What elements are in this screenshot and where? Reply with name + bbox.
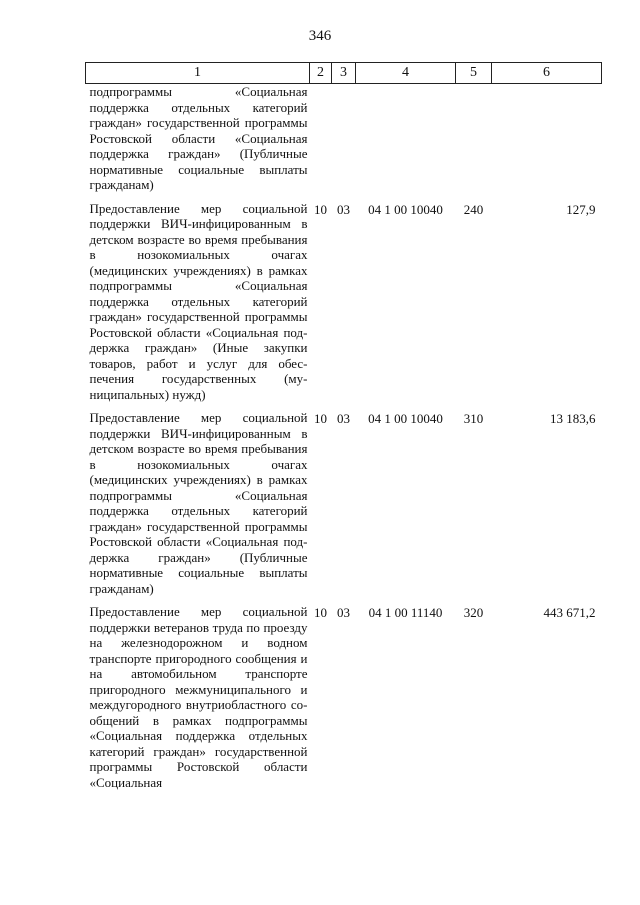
row-target-article: 04 1 00 11140	[368, 605, 443, 620]
row-expense-type: 320	[463, 605, 484, 620]
row-description: Предоставление мер социальной поддержки ВИЧ-инфицированным в детском возрасте во время пребывания в нозокомиальных очагах (медицинских учреждениях) в рамках подпрограммы «Социальная поддержка отдельных категорий граждан» государственной программы Ростовской области «Социальная поддержка граждан» (Публичные нормативные социальные выплаты гражданам)	[89, 410, 308, 596]
row-subsection: 03	[337, 411, 350, 426]
table-row	[86, 201, 602, 411]
row-target-article: 04 1 00 10040	[368, 411, 443, 426]
row-expense-type	[456, 84, 492, 201]
header-col-1: 1	[86, 63, 310, 84]
header-col-2: 2	[310, 63, 332, 84]
table-body	[86, 84, 602, 799]
row-amount: 127,9	[566, 201, 596, 217]
table-row	[86, 410, 602, 604]
row-description: Предоставление мер социальной поддержки ВИЧ-инфицированным в детском возрасте во время пребывания в нозокомиальных очагах (медицинских учреждениях) в рамках подпрограммы «Социальная поддержка отдельных категорий граждан» государственной программы Ростовской области «Социальная поддержка граждан» (Иные закупки товаров, работ и услуг для обеспечения государственных (муниципальных) нужд)	[89, 200, 308, 402]
row-amount	[492, 84, 602, 201]
header-col-6: 6	[492, 63, 602, 84]
header-row	[86, 63, 602, 84]
table-row	[86, 84, 602, 201]
row-amount: 443 671,2	[543, 605, 596, 620]
row-expense-type: 240	[463, 201, 484, 217]
page-number: 346	[308, 28, 332, 44]
header-col-5: 5	[456, 63, 492, 84]
row-subsection	[332, 84, 356, 201]
row-subsection: 03	[337, 605, 350, 620]
row-target-article	[356, 84, 456, 201]
header-col-4: 4	[356, 63, 456, 84]
header-col-3: 3	[332, 63, 356, 84]
table-header	[86, 63, 602, 84]
row-subsection: 03	[337, 201, 350, 217]
table-row	[86, 604, 602, 798]
row-amount: 13 183,6	[550, 411, 596, 426]
row-expense-type: 310	[463, 411, 484, 426]
row-section	[310, 84, 332, 201]
row-section: 10	[314, 411, 327, 426]
row-section: 10	[314, 605, 327, 620]
row-target-article: 04 1 00 10040	[368, 201, 443, 217]
budget-table	[85, 62, 602, 798]
row-description: подпрограммы «Социальная поддержка отдельных категорий граждан» государственной программы Ростовской области «Социальная поддержка граждан» (Публичные нормативные социальные выплаты гражданам)	[89, 84, 308, 192]
row-description: Предоставление мер социальной поддержки ветеранов труда по проезду на железнодорожном и водном транспорте пригородного сообщения и на автомобильном транспорте пригородного межмуниципального и междугородного внутриобластного сообщений в рамках подпрограммы «Социальная поддержка отдельных категорий граждан» государственной программы Ростовской области «Социальная	[89, 604, 308, 790]
row-section: 10	[314, 201, 327, 217]
